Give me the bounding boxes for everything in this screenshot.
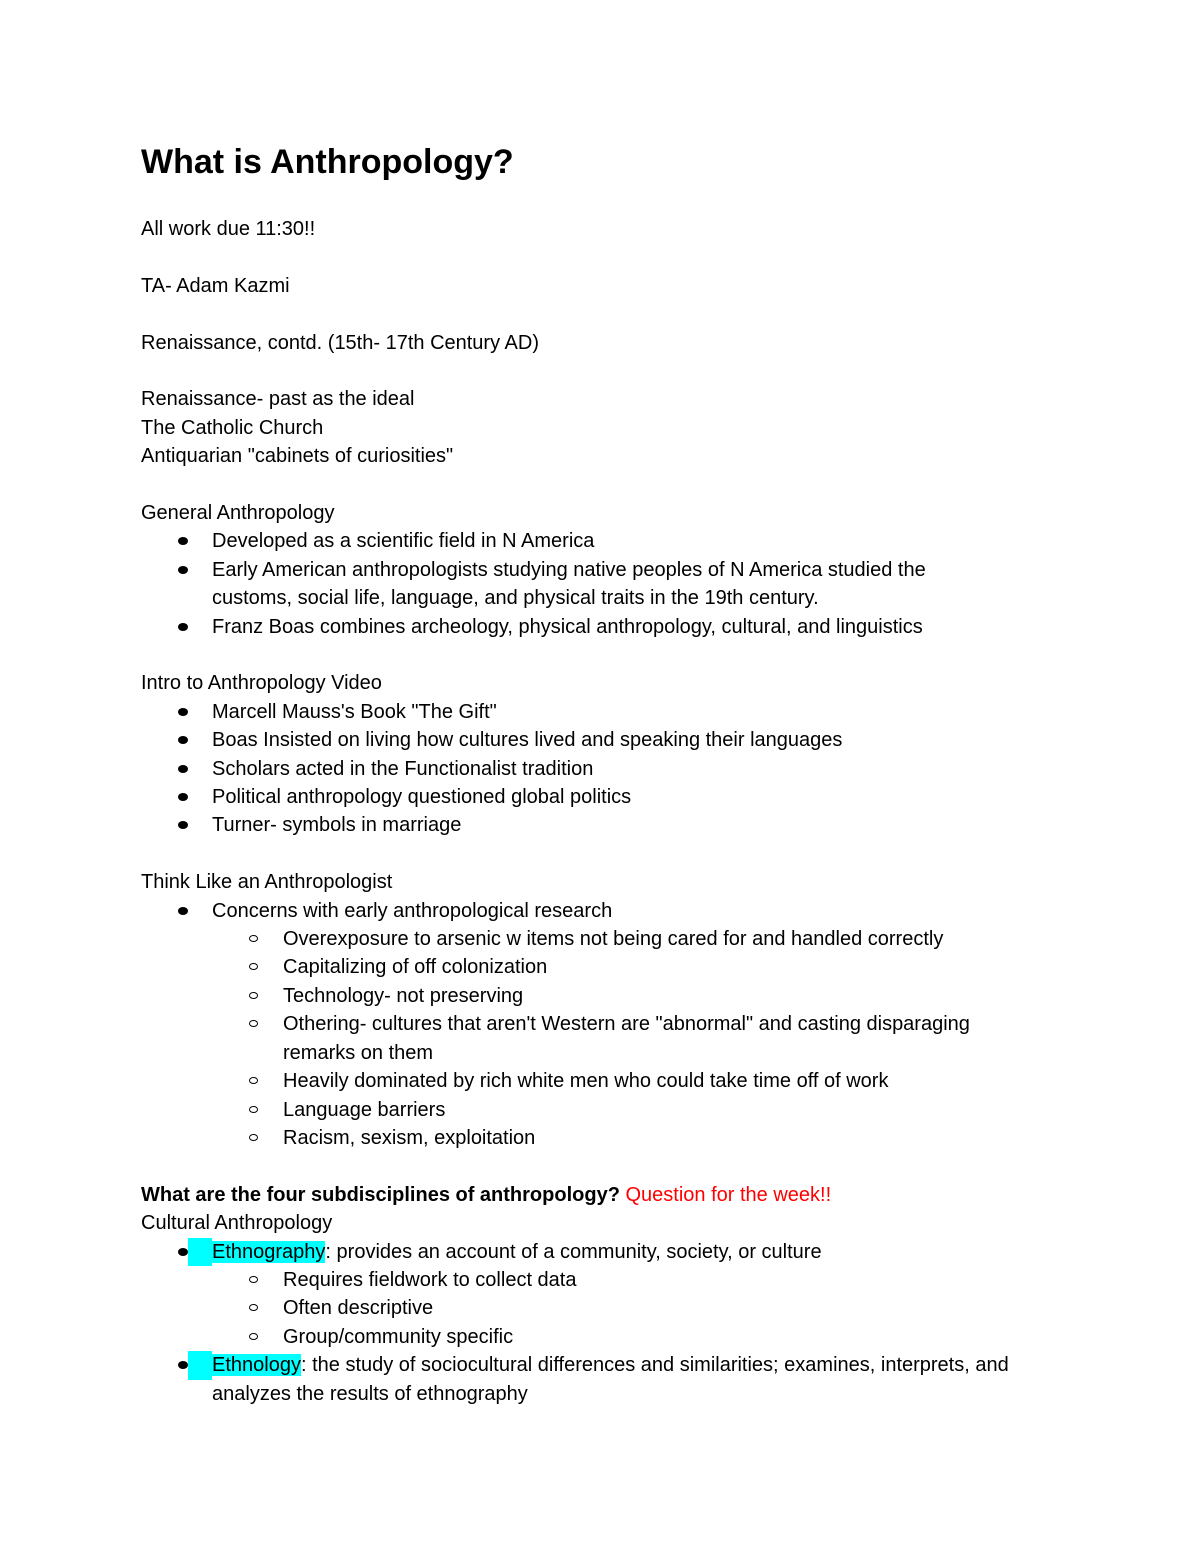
bullet-icon (178, 708, 188, 716)
list-item: Marcell Mauss's Book "The Gift" (141, 698, 1041, 726)
circle-bullet-icon (249, 1333, 258, 1340)
list-item: Concerns with early anthropological research (141, 897, 1041, 925)
list-item: Scholars acted in the Functionalist tradition (141, 755, 1041, 783)
bullet-icon (178, 1248, 188, 1256)
bullet-icon (178, 1361, 188, 1369)
renaissance-line: Antiquarian "cabinets of curiosities" (141, 445, 454, 468)
renaissance-line: Renaissance- past as the ideal (141, 388, 415, 411)
think-heading: Think Like an Anthropologist (141, 871, 393, 894)
question-line (141, 1181, 1041, 1209)
list-item: Political anthropology questioned global politics (141, 783, 1041, 811)
sub-list-item: Requires fieldwork to collect data (141, 1266, 1041, 1294)
bullet-icon (178, 765, 188, 773)
think-list (141, 897, 1041, 1153)
list-item: Franz Boas combines archeology, physical anthropology, cultural, and linguistics (141, 613, 1041, 641)
sub-list-item: Overexposure to arsenic w items not being cared for and handled correctly (141, 925, 1041, 953)
circle-bullet-icon (249, 1304, 258, 1311)
bullet-icon (178, 537, 188, 545)
question-note: Question for the week!! (625, 1183, 832, 1206)
circle-bullet-icon (249, 1020, 258, 1027)
video-list (141, 698, 1041, 840)
general-list (141, 527, 1041, 641)
sub-list-item: Group/community specific (141, 1323, 1041, 1351)
circle-bullet-icon (249, 1106, 258, 1113)
list-item: Boas Insisted on living how cultures lived and speaking their languages (141, 726, 1041, 754)
circle-bullet-icon (249, 1134, 258, 1141)
document-page (141, 140, 1041, 1408)
due-note: All work due 11:30!! (141, 218, 316, 240)
general-heading: General Anthropology (141, 502, 335, 524)
bullet-icon (178, 907, 188, 915)
bullet-icon (178, 566, 188, 574)
circle-bullet-icon (249, 1077, 258, 1084)
circle-bullet-icon (249, 963, 258, 970)
circle-bullet-icon (249, 935, 258, 942)
circle-bullet-icon (249, 992, 258, 999)
bullet-icon (178, 821, 188, 829)
renaissance-line: The Catholic Church (141, 416, 324, 439)
list-item: Turner- symbols in marriage (141, 811, 1041, 839)
page-title: What is Anthropology? (141, 143, 514, 181)
list-item: Ethnology: the study of sociocultural differences and similarities; examines, interprets, and analyzes the results of ethnography (141, 1351, 1041, 1408)
sub-list-item: Often descriptive (141, 1294, 1041, 1322)
list-item: Ethnography: provides an account of a community, society, or culture (141, 1238, 1041, 1266)
list-item: Early American anthropologists studying native peoples of N America studied the customs, social life, language, and physical traits in the 19th century. (141, 556, 1041, 613)
sub-list-item: Othering- cultures that aren't Western are "abnormal" and casting disparaging remarks on them (141, 1010, 1041, 1067)
sub-list-item: Racism, sexism, exploitation (141, 1124, 1041, 1152)
sub-list-item: Technology- not preserving (141, 982, 1041, 1010)
bullet-icon (178, 736, 188, 744)
cultural-list (141, 1238, 1041, 1408)
ta-note: TA- Adam Kazmi (141, 274, 290, 297)
list-item: Developed as a scientific field in N America (141, 527, 1041, 555)
sub-list-item: Heavily dominated by rich white men who could take time off of work (141, 1067, 1041, 1095)
sub-list-item: Capitalizing of off colonization (141, 953, 1041, 981)
question-text: What are the four subdisciplines of anthropology? (141, 1183, 620, 1206)
video-heading: Intro to Anthropology Video (141, 672, 382, 695)
sub-list-item: Language barriers (141, 1096, 1041, 1124)
term-highlight: Ethnography (212, 1240, 326, 1263)
cultural-heading: Cultural Anthropology (141, 1212, 333, 1235)
bullet-icon (178, 793, 188, 801)
renaissance-heading: Renaissance, contd. (15th- 17th Century AD) (141, 331, 539, 354)
term-highlight: Ethnology (212, 1354, 301, 1377)
bullet-icon (178, 623, 188, 631)
circle-bullet-icon (249, 1276, 258, 1283)
